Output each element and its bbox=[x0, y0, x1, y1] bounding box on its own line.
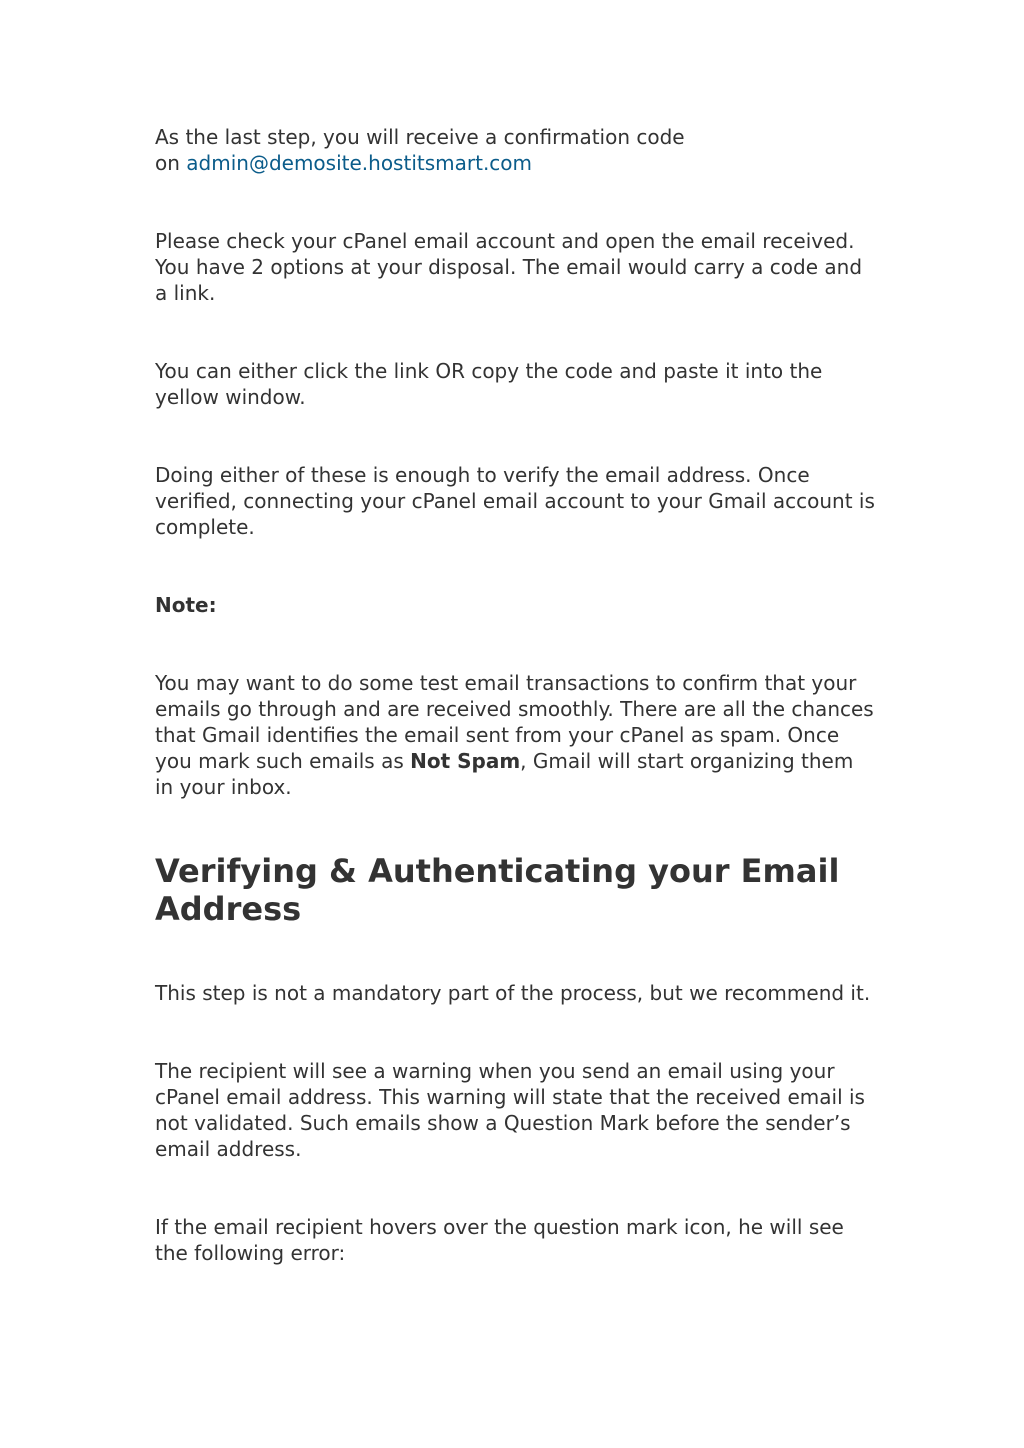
spam-text-after: , Gmail will start organizing them in your inbox. bbox=[155, 749, 854, 799]
section-heading: Verifying & Authenticating your Email Address bbox=[155, 852, 840, 928]
email-prefix: on bbox=[155, 151, 187, 175]
warning-paragraph: The recipient will see a warning when you send an email using your cPanel email address. This warning will state that the received email is not validated. Such emails show a Question Mark before the sender’s email address. bbox=[155, 1059, 865, 1161]
click-link-paragraph: You can either click the link OR copy the code and paste it into the yellow window. bbox=[155, 359, 823, 409]
check-email-paragraph: Please check your cPanel email account and open the email received. You have 2 options at your disposal. The email would carry a code and a link. bbox=[155, 229, 863, 305]
verify-paragraph: Doing either of these is enough to verify the email address. Once verified, connecting your cPanel email account to your Gmail account is complete. bbox=[155, 463, 875, 539]
confirmation-line: As the last step, you will receive a confirmation code bbox=[155, 125, 685, 149]
spam-text-before: You may want to do some test email transactions to confirm that your emails go through and are received smoothly. There are all the chances that Gmail identifies the email sent from your cPanel as spam. Once you mark such emails as bbox=[155, 671, 874, 773]
optional-step-paragraph: This step is not a mandatory part of the process, but we recommend it. bbox=[155, 981, 871, 1005]
note-label: Note: bbox=[155, 593, 217, 617]
confirmation-code-paragraph bbox=[155, 124, 875, 176]
spam-paragraph bbox=[155, 670, 875, 800]
not-spam-bold: Not Spam bbox=[410, 749, 521, 773]
admin-email-link[interactable]: admin@demosite.hostitsmart.com bbox=[186, 151, 533, 175]
document-page bbox=[155, 124, 875, 1266]
hover-error-paragraph: If the email recipient hovers over the question mark icon, he will see the following error: bbox=[155, 1215, 844, 1265]
